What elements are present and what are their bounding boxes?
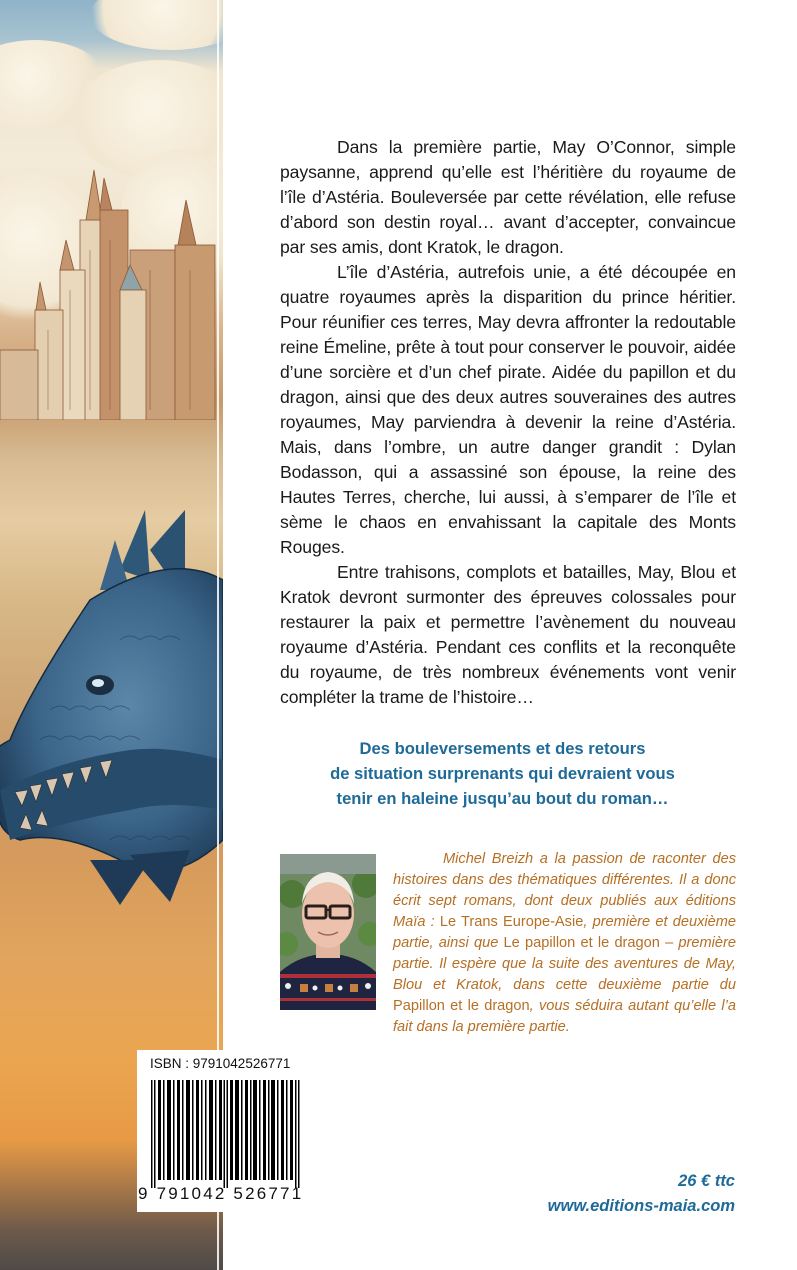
bio-segment-3: – première partie. Il espère que la suite des aventures de May, Blou et Kratok, dans cette deuxième partie du	[393, 935, 737, 993]
bio-segment-1: Michel Breizh a la passion de raconter des histoires dans des thématiques différentes. Il a donc écrit sept romans, dont deux publiés aux éditions Maïa :	[393, 851, 736, 930]
publisher-website-link[interactable]: www.editions-maia.com	[547, 1197, 735, 1215]
tagline	[270, 736, 735, 811]
author-photo	[280, 854, 376, 1010]
author-portrait-image	[280, 854, 376, 1010]
blurb-paragraph-1: Dans la première partie, May O’Connor, simple paysanne, apprend qu’elle est l’héritière du royaume de l’île d’Astéria. Bouleversée par cette révélation, elle refuse d’abord son destin royal… avant d’accepter, convaincue par ses amis, dont Kratok, le dragon.	[280, 137, 736, 257]
blurb-paragraph-3: Entre trahisons, complots et batailles, May, Blou et Kratok devront surmonter des épreuves colossales pour restaurer la paix et permettre l’avènement du nouveau royaume d’Astéria. Pendant ces conflits et la reconquête du royaume, de très nombreux événements vont venir compléter la trame de l’histoire…	[280, 562, 736, 707]
bio-book-title-2: Le papillon et le dragon	[503, 935, 660, 951]
dragon-illustration	[0, 510, 223, 910]
tagline-line-3: tenir en haleine jusqu’au bout du roman…	[336, 789, 669, 808]
tagline-line-2: de situation surprenants qui devraient vous	[330, 764, 675, 783]
back-cover-blurb	[280, 135, 736, 710]
bio-segment-4: , vous séduira autant qu’elle l’a fait dans la première partie.	[393, 998, 737, 1035]
barcode-icon	[145, 1080, 305, 1188]
tagline-line-1: Des bouleversements et des retours	[359, 739, 646, 758]
price: 26 € ttc	[678, 1172, 735, 1190]
bio-book-title-3: Papillon et le dragon	[393, 998, 530, 1014]
barcode-digits: 9 791042 526771	[138, 1184, 304, 1203]
author-bio	[393, 849, 736, 1038]
isbn-label: ISBN : 9791042526771	[150, 1056, 291, 1071]
bio-book-title-1: Le Trans Europe-Asie	[439, 914, 584, 930]
blurb-paragraph-2: L’île d’Astéria, autrefois unie, a été découpée en quatre royaumes après la disparition du prince héritier. Pour réunifier ces terres, May devra affronter la redoutable reine Émeline, prête à tout pour conserver le pouvoir, aidée d’une sorcière et d’un chef pirate. Aidée du papillon et du dragon, ainsi que des deux autres souveraines des autres royaumes, May parviendra à devenir la reine d’Astéria. Mais, dans l’ombre, un autre danger grandit : Dylan Bodasson, qui a assassiné son épouse, la reine des Hautes Terres, cherche, lui aussi, à s’emparer de l’île et sème le chaos en envahissant la capitale des Monts Rouges.	[280, 262, 736, 557]
bio-segment-2: , première et deuxième partie, ainsi que	[393, 914, 736, 951]
isbn-barcode-block	[137, 1050, 307, 1212]
castle-illustration	[0, 160, 223, 420]
